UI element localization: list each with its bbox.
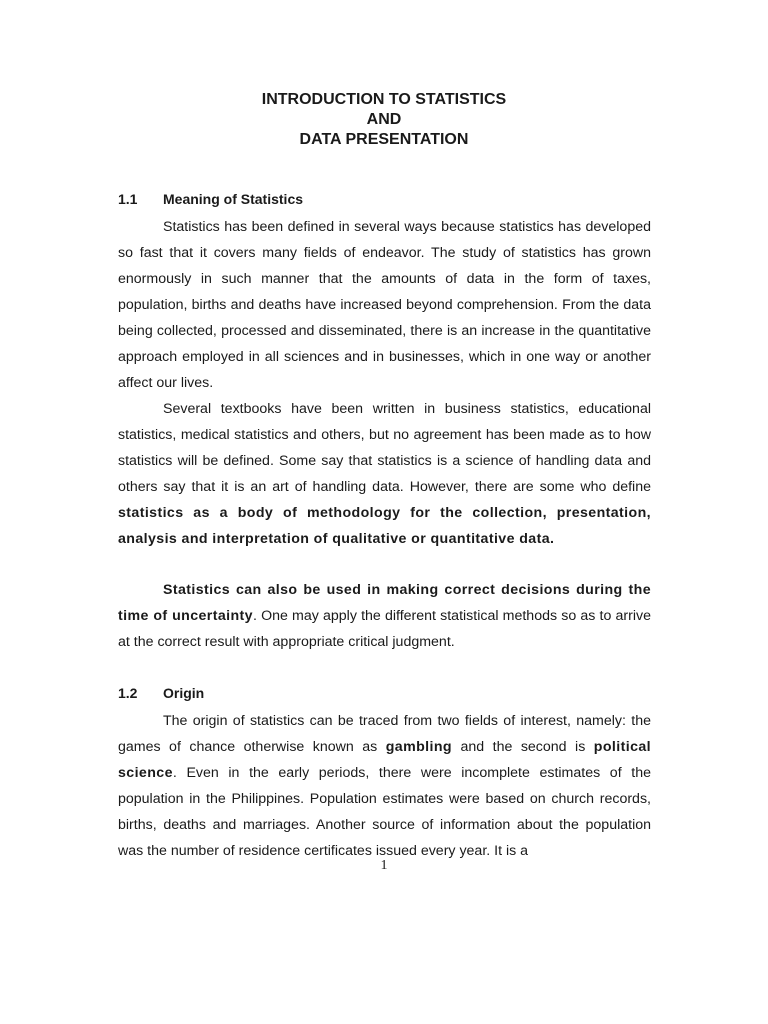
paragraph-meaning-3: Statistics can also be used in making correct decisions during the time of uncertainty. One may apply the different statistical methods so as to arrive at the correct result with appropriate critical judgment. xyxy=(118,582,651,650)
decision-bold: Statistics can also be used in making correct decisions during the time of uncertainty xyxy=(118,582,651,624)
political-science-bold: political science xyxy=(118,739,651,781)
title-line-2: AND xyxy=(366,111,402,128)
section-heading-1-2 xyxy=(118,684,204,702)
section-number: 1.2 xyxy=(118,685,138,701)
title-line-3: DATA PRESENTATION xyxy=(299,131,469,148)
title-line-1: INTRODUCTION TO STATISTICS xyxy=(261,91,507,108)
paragraph-meaning-1: Statistics has been defined in several ways because statistics has developed so fast that it covers many fields of endeavor. The study of statistics has grown enormously in such manner that the amounts of data in the form of taxes, population, births and deaths have increased beyond comprehension. From the data being collected, processed and disseminated, there is an increase in the quantitative approach employed in all sciences and in businesses, which in one way or another affect our lives. xyxy=(118,219,651,391)
paragraph-meaning-2: Several textbooks have been written in business statistics, educational statistics, medical statistics and others, but no agreement has been made as to how statistics will be defined. Some say that statistics is a science of handling data and others say that it is an art of handling data. However, there are some who define statistics as a body of methodology for the collection, presentation, analysis and interpretation of qualitative or quantitative data. xyxy=(118,401,651,547)
section-title: Meaning of Statistics xyxy=(163,191,304,207)
section-number: 1.1 xyxy=(118,191,138,207)
gambling-bold: gambling xyxy=(385,739,452,755)
page-number: 1 xyxy=(380,858,388,873)
section-heading-1-1 xyxy=(118,190,303,208)
definition-bold: statistics as a body of methodology for the collection, presentation, analysis and interpretation of qualitative or quantitative data. xyxy=(118,505,651,547)
section-title: Origin xyxy=(163,685,205,701)
paragraph-origin-1: The origin of statistics can be traced from two fields of interest, namely: the games of chance otherwise known as gambling and the second is political science. Even in the early periods, there were incomplete estimates of the population in the Philippines. Population estimates were based on church records, births, deaths and marriages. Another source of information about the population was the number of residence certificates issued every year. It is a xyxy=(118,713,651,859)
document-title xyxy=(0,90,768,150)
